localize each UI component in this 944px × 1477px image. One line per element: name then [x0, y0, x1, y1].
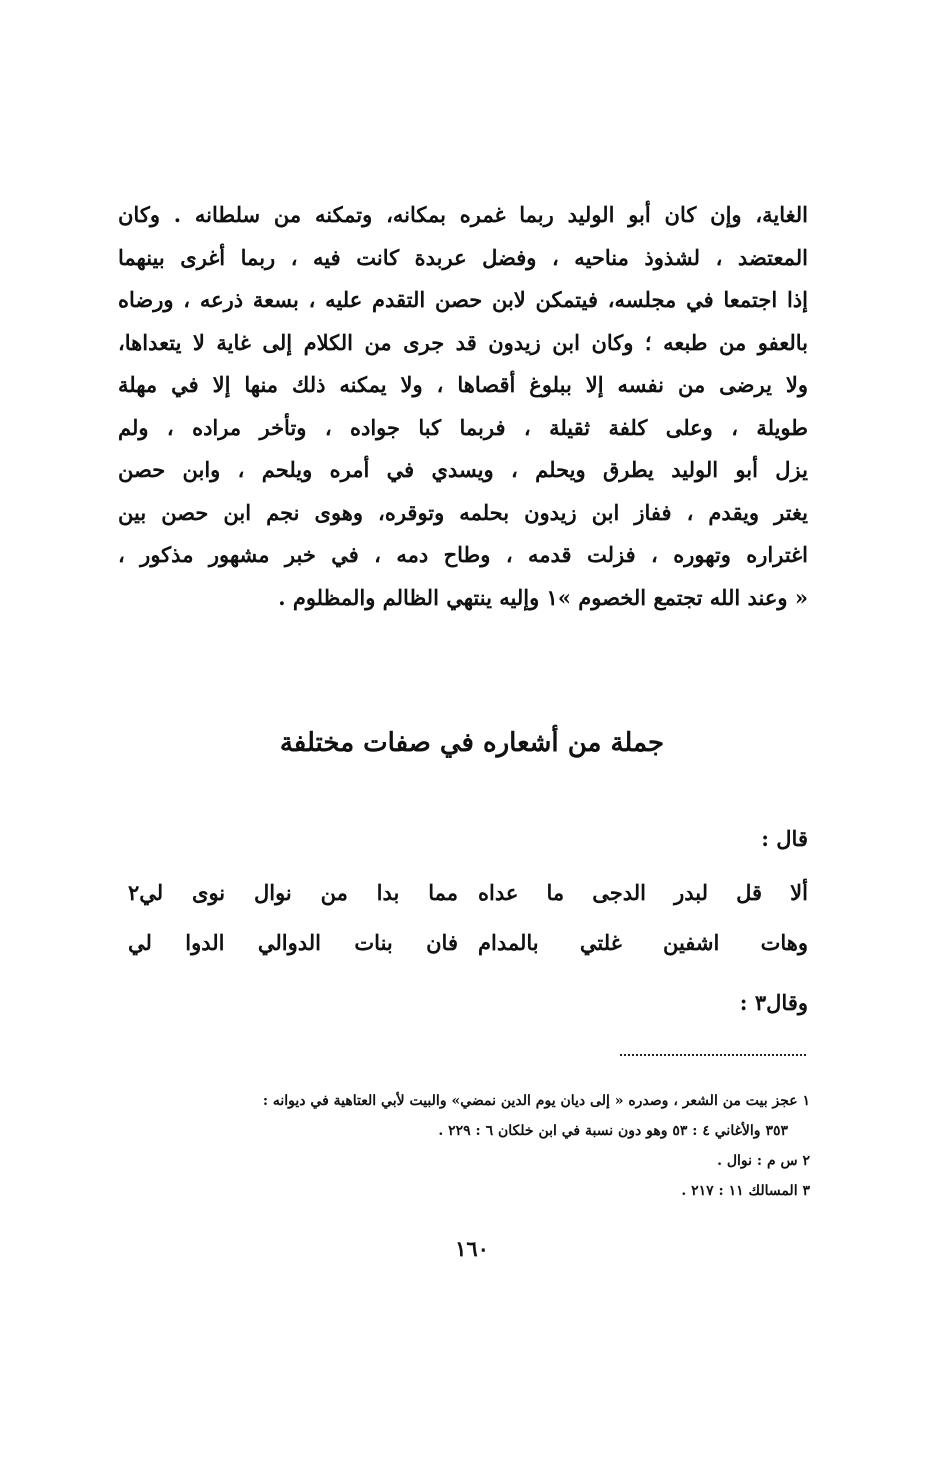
- footnotes: [130, 1086, 810, 1206]
- prose-line: المعتضد ، لشذوذ مناحيه ، وفضل عربدة كانت فيه ، ربما أغرى بينهما: [118, 244, 808, 270]
- said-label: قال :: [761, 826, 808, 851]
- prose-paragraph: [118, 194, 808, 619]
- section-title: جملة من أشعاره في صفات مختلفة: [279, 728, 665, 758]
- footnote: ٢ س م : نوال .: [717, 1153, 810, 1169]
- prose-line: يزل أبو الوليد يطرق ويحلم ، ويسدي في أمره ويلحم ، وابن حصن: [118, 457, 808, 482]
- verse-line: [128, 880, 808, 905]
- verse-first-hemistich: وهات اشفين غلتي بالمدام: [478, 930, 808, 955]
- page-number: ١٦٠: [455, 1236, 489, 1261]
- prose-line: طويلة ، وعلى كلفة ثقيلة ، فربما كبا جواده ، وتأخر مراده ، ولم: [118, 414, 808, 440]
- prose-line: ولا يرضى من نفسه إلا ببلوغ أقصاها ، ولا يمكنه ذلك منها إلا في مهلة: [118, 372, 808, 397]
- footnote: ١ عجز بيت من الشعر ، وصدره « إلى ديان يوم الدين نمضي» والبيت لأبي العتاهية في ديوانه :: [262, 1093, 810, 1109]
- said-label-2: وقال٣ :: [739, 990, 808, 1015]
- footnote-continuation: ٣٥٣ والأغاني ٤ : ٥٣ وهو دون نسبة في ابن خلكان ٦ : ٢٢٩ .: [438, 1123, 788, 1139]
- verse-second-hemistich: فان بنات الدوالي الدوا لي: [128, 930, 458, 955]
- prose-line: إذا اجتمعا في مجلسه، فيتمكن لابن حصن التقدم عليه ، بسعة ذرعه ، ورضاه: [118, 287, 808, 312]
- verse-first-hemistich: ألا قل لبدر الدجى ما عداه: [478, 880, 808, 905]
- verse-second-hemistich: مما بدا من نوال نوى لي٢: [128, 880, 458, 905]
- prose-line-last: « وعند الله تجتمع الخصوم »١ وإليه ينتهي الظالم والمظلوم .: [278, 584, 808, 610]
- verse-line: [128, 930, 808, 955]
- prose-line: بالعفو من طبعه ؛ وكان ابن زيدون قد جرى من الكلام إلى غاية لا يتعداها،: [118, 329, 808, 355]
- prose-line: يغتر ويقدم ، ففاز ابن زيدون بحلمه وتوقره، وهوى نجم ابن حصن بين: [118, 499, 808, 525]
- prose-line: الغاية، وإن كان أبو الوليد ربما غمره بمكانه، وتمكنه من سلطانه . وكان: [118, 202, 808, 227]
- prose-line: اغتراره وتهوره ، فزلت قدمه ، وطاح دمه ، في خبر مشهور مذكور ،: [118, 542, 808, 567]
- footnote-separator: [620, 1054, 806, 1056]
- footnote: ٣ المسالك ١١ : ٢١٧ .: [681, 1183, 810, 1199]
